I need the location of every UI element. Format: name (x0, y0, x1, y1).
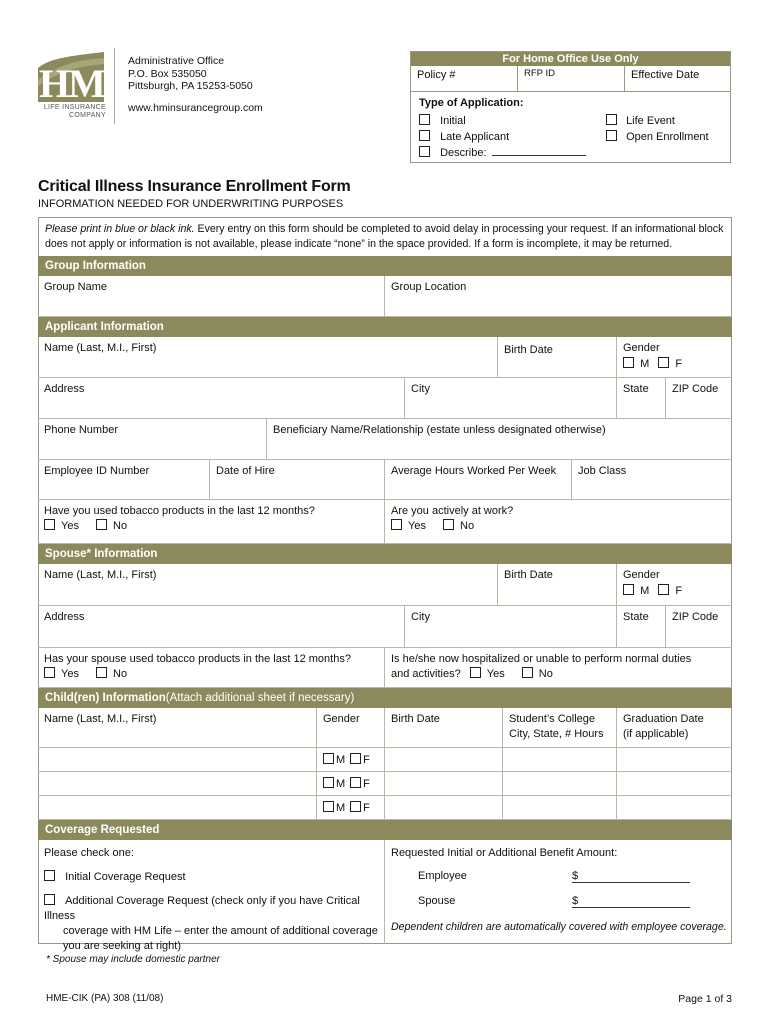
life-event-label: Life Event (626, 115, 675, 127)
child-1-male-checkbox[interactable] (323, 753, 334, 764)
application-type-label: Type of Application: (419, 97, 524, 109)
child-2-name[interactable] (38, 772, 317, 796)
children-graduation-label-line1: Graduation Date (623, 713, 704, 725)
page-number: Page 1 of 3 (678, 993, 732, 1005)
applicant-female-checkbox[interactable] (658, 357, 669, 368)
initial-coverage-checkbox[interactable] (44, 870, 55, 881)
coverage-left-column (38, 840, 385, 952)
child-2-gender (317, 772, 385, 796)
home-office-title: For Home Office Use Only (411, 52, 730, 66)
children-birth-date-label: Birth Date (391, 713, 440, 725)
logo-line2: COMPANY (69, 112, 106, 119)
children-header-note: (Attach additional sheet if necessary) (165, 692, 355, 704)
applicant-gender-label: Gender (623, 342, 660, 354)
policy-number-label: Policy # (417, 69, 456, 81)
applicant-active-work-field (385, 500, 732, 544)
spouse-male-checkbox[interactable] (623, 584, 634, 595)
employee-dollar-sign: $ (572, 870, 579, 882)
coverage-check-one: Please check one: (44, 847, 134, 859)
home-office-box (410, 51, 731, 163)
children-graduation-label-line2: (if applicable) (623, 728, 689, 740)
child-1-graduation[interactable] (617, 748, 732, 772)
initial-checkbox[interactable] (419, 114, 430, 125)
spouse-tobacco-question: Has your spouse used tobacco products in the last 12 months? (44, 653, 351, 665)
child-3-gender (317, 796, 385, 820)
child-3-female-checkbox[interactable] (350, 801, 361, 812)
child-3-male-label: M (336, 802, 346, 814)
additional-coverage-option[interactable] (44, 894, 378, 954)
instructions-box (38, 217, 732, 256)
child-1-female-label: F (363, 754, 370, 766)
child-2-birth-date[interactable] (385, 772, 503, 796)
life-event-checkbox[interactable] (606, 114, 617, 125)
applicant-phone-label: Phone Number (44, 424, 118, 436)
applicant-male-checkbox[interactable] (623, 357, 634, 368)
policy-number-field[interactable] (411, 66, 518, 92)
dependents-note: Dependent children are automatically covered with employee coverage. (391, 921, 727, 933)
late-applicant-checkbox[interactable] (419, 130, 430, 141)
initial-coverage-option[interactable] (44, 870, 378, 885)
additional-coverage-line1: Additional Coverage Request (check only if you have Critical Illness (44, 895, 360, 922)
child-2-graduation[interactable] (617, 772, 732, 796)
applicant-avg-hours-field[interactable] (385, 460, 572, 500)
child-2-female-label: F (363, 778, 370, 790)
children-gender-column (317, 708, 385, 748)
children-college-label-line1: Student’s College (509, 713, 596, 725)
child-row-1 (38, 748, 732, 772)
spouse-info-header: Spouse* Information (38, 544, 732, 564)
spouse-hosp-no-checkbox[interactable] (522, 667, 533, 678)
instructions-ink-note: Please print in blue or black ink. (45, 223, 195, 235)
applicant-name-field[interactable] (38, 337, 498, 378)
option-late-applicant[interactable] (419, 130, 509, 143)
spouse-tobacco-no-label: No (113, 668, 128, 680)
children-birth-date-column (385, 708, 503, 748)
late-applicant-label: Late Applicant (440, 131, 510, 143)
applicant-active-no-label: No (460, 520, 475, 532)
logo-letters: HM (39, 61, 104, 106)
option-initial[interactable] (419, 114, 466, 127)
logo-divider (114, 48, 115, 124)
child-1-name[interactable] (38, 748, 317, 772)
spouse-hosp-yes-label: Yes (486, 668, 505, 680)
spouse-state-label: State (623, 611, 649, 623)
address-line2: P.O. Box 535050 (128, 67, 207, 80)
group-location-field[interactable] (385, 276, 732, 317)
spouse-amount-label: Spouse (418, 895, 456, 907)
option-life-event[interactable] (606, 114, 675, 127)
applicant-gender-field (617, 337, 732, 378)
applicant-tobacco-field (38, 500, 385, 544)
group-name-label: Group Name (44, 281, 107, 293)
spouse-tobacco-yes-checkbox[interactable] (44, 667, 55, 678)
employee-amount-label: Employee (418, 870, 467, 882)
applicant-info-header: Applicant Information (38, 317, 732, 337)
child-1-college[interactable] (503, 748, 617, 772)
applicant-tobacco-question: Have you used tobacco products in the last 12 months? (44, 505, 315, 517)
form-subtitle: INFORMATION NEEDED FOR UNDERWRITING PURPOSES (38, 198, 344, 210)
child-1-male-label: M (336, 754, 346, 766)
company-website[interactable]: www.hminsurancegroup.com (128, 101, 263, 114)
rfp-id-field[interactable] (518, 66, 625, 92)
spouse-footnote: * Spouse may include domestic partner (46, 954, 220, 965)
applicant-beneficiary-field[interactable] (267, 419, 732, 460)
applicant-city-label: City (411, 383, 430, 395)
spouse-name-label: Name (Last, M.I., First) (44, 569, 157, 581)
children-name-label: Name (Last, M.I., First) (44, 713, 157, 725)
applicant-job-class-label: Job Class (578, 465, 627, 477)
company-address (128, 55, 263, 114)
child-3-female-label: F (363, 802, 370, 814)
additional-coverage-checkbox[interactable] (44, 894, 55, 905)
group-location-label: Group Location (391, 281, 467, 293)
instructions-text: Every entry on this form should be completed to avoid delay in processing your request. If an informational block does not apply or information is not available, please indicate “none” in the space provided. If a form is incomplete, it may be returned. (45, 223, 724, 250)
spouse-birth-date-field[interactable] (498, 564, 617, 606)
spouse-address-field[interactable] (38, 606, 405, 648)
additional-coverage-line2: coverage with HM Life – enter the amount of additional coverage (63, 925, 378, 937)
applicant-tobacco-no-label: No (113, 520, 128, 532)
initial-label: Initial (440, 115, 466, 127)
children-header-title: Child(ren) Information (45, 692, 166, 704)
spouse-hosp-yes-checkbox[interactable] (470, 667, 481, 678)
spouse-tobacco-field (38, 648, 385, 688)
applicant-phone-field[interactable] (38, 419, 267, 460)
applicant-male-label: M (640, 358, 650, 370)
child-1-female-checkbox[interactable] (350, 753, 361, 764)
form-title: Critical Illness Insurance Enrollment Form (38, 178, 351, 195)
describe-label: Describe: (440, 147, 487, 159)
additional-coverage-line3: you are seeking at right) (63, 940, 182, 952)
child-1-birth-date[interactable] (385, 748, 503, 772)
spouse-hospitalized-question-line1: Is he/she now hospitalized or unable to perform normal duties (391, 653, 692, 665)
coverage-right-column (385, 840, 732, 944)
applicant-tobacco-no-checkbox[interactable] (96, 519, 107, 530)
coverage-header: Coverage Requested (38, 820, 732, 840)
group-name-field[interactable] (38, 276, 385, 317)
describe-checkbox[interactable] (419, 146, 430, 157)
applicant-employee-id-field[interactable] (38, 460, 210, 500)
spouse-amount-row (418, 894, 455, 909)
applicant-hire-date-label: Date of Hire (216, 465, 275, 477)
children-info-header (38, 688, 732, 708)
option-describe[interactable] (419, 146, 586, 159)
spouse-male-label: M (640, 585, 650, 597)
form-code: HME-CIK (PA) 308 (11/08) (46, 993, 164, 1004)
applicant-birth-date-field[interactable] (498, 337, 617, 378)
spouse-dollar-sign: $ (572, 895, 579, 907)
applicant-tobacco-yes-label: Yes (61, 520, 79, 532)
spouse-hosp-no-label: No (538, 668, 553, 680)
applicant-employee-id-label: Employee ID Number (44, 465, 150, 477)
spouse-gender-field (617, 564, 732, 606)
children-name-column (38, 708, 317, 748)
children-graduation-column (617, 708, 732, 748)
open-enrollment-label: Open Enrollment (626, 131, 709, 143)
applicant-city-field[interactable] (405, 378, 617, 419)
spouse-birth-date-label: Birth Date (504, 569, 553, 581)
child-3-college[interactable] (503, 796, 617, 820)
child-3-name[interactable] (38, 796, 317, 820)
benefit-amount-label: Requested Initial or Additional Benefit Amount: (391, 847, 618, 859)
child-3-birth-date[interactable] (385, 796, 503, 820)
applicant-avg-hours-label: Average Hours Worked Per Week (391, 465, 557, 477)
applicant-active-yes-label: Yes (408, 520, 426, 532)
spouse-gender-label: Gender (623, 569, 660, 581)
applicant-state-label: State (623, 383, 649, 395)
spouse-city-label: City (411, 611, 430, 623)
applicant-state-field[interactable] (617, 378, 666, 419)
employee-amount-field[interactable] (572, 869, 690, 883)
applicant-beneficiary-label: Beneficiary Name/Relationship (estate unless designated otherwise) (273, 424, 606, 436)
child-2-college[interactable] (503, 772, 617, 796)
applicant-name-label: Name (Last, M.I., First) (44, 342, 157, 354)
child-1-gender (317, 748, 385, 772)
spouse-city-field[interactable] (405, 606, 617, 648)
applicant-job-class-field[interactable] (572, 460, 732, 500)
child-row-2 (38, 772, 732, 796)
spouse-female-label: F (675, 585, 683, 597)
spouse-hospitalized-question-line2: and activities? (391, 668, 461, 680)
applicant-zip-field[interactable] (666, 378, 732, 419)
applicant-female-label: F (675, 358, 683, 370)
option-open-enrollment[interactable] (606, 130, 709, 143)
spouse-zip-field[interactable] (666, 606, 732, 648)
spouse-zip-label: ZIP Code (672, 611, 719, 623)
spouse-name-field[interactable] (38, 564, 498, 606)
effective-date-label: Effective Date (631, 69, 700, 81)
child-2-male-label: M (336, 778, 346, 790)
open-enrollment-checkbox[interactable] (606, 130, 617, 141)
spouse-address-label: Address (44, 611, 85, 623)
spouse-tobacco-no-checkbox[interactable] (96, 667, 107, 678)
spouse-female-checkbox[interactable] (658, 584, 669, 595)
applicant-zip-label: ZIP Code (672, 383, 719, 395)
logo-line1: LIFE INSURANCE (43, 104, 106, 111)
children-college-label-line2: City, State, # Hours (509, 728, 604, 740)
describe-line[interactable] (492, 147, 586, 156)
applicant-active-no-checkbox[interactable] (443, 519, 454, 530)
applicant-address-label: Address (44, 383, 85, 395)
employee-amount-row (418, 869, 467, 884)
company-logo (36, 50, 106, 122)
applicant-birth-date-label: Birth Date (504, 344, 553, 356)
child-3-male-checkbox[interactable] (323, 801, 334, 812)
applicant-tobacco-yes-checkbox[interactable] (44, 519, 55, 530)
applicant-hire-date-field[interactable] (210, 460, 385, 500)
initial-coverage-label: Initial Coverage Request (65, 871, 186, 883)
spouse-tobacco-yes-label: Yes (61, 668, 79, 680)
spouse-amount-field[interactable] (572, 894, 690, 908)
applicant-address-field[interactable] (38, 378, 405, 419)
effective-date-field[interactable] (625, 66, 730, 92)
child-2-male-checkbox[interactable] (323, 777, 334, 788)
child-3-graduation[interactable] (617, 796, 732, 820)
child-2-female-checkbox[interactable] (350, 777, 361, 788)
group-info-header: Group Information (38, 256, 732, 276)
address-line3: Pittsburgh, PA 15253-5050 (128, 80, 253, 92)
spouse-state-field[interactable] (617, 606, 666, 648)
applicant-active-work-question: Are you actively at work? (391, 505, 514, 517)
address-line1: Administrative Office (128, 55, 225, 67)
applicant-active-yes-checkbox[interactable] (391, 519, 402, 530)
spouse-hospitalized-field (385, 648, 732, 688)
child-row-3 (38, 796, 732, 820)
children-college-column (503, 708, 617, 748)
children-gender-label: Gender (323, 713, 360, 725)
rfp-id-label: RFP ID (524, 68, 555, 79)
